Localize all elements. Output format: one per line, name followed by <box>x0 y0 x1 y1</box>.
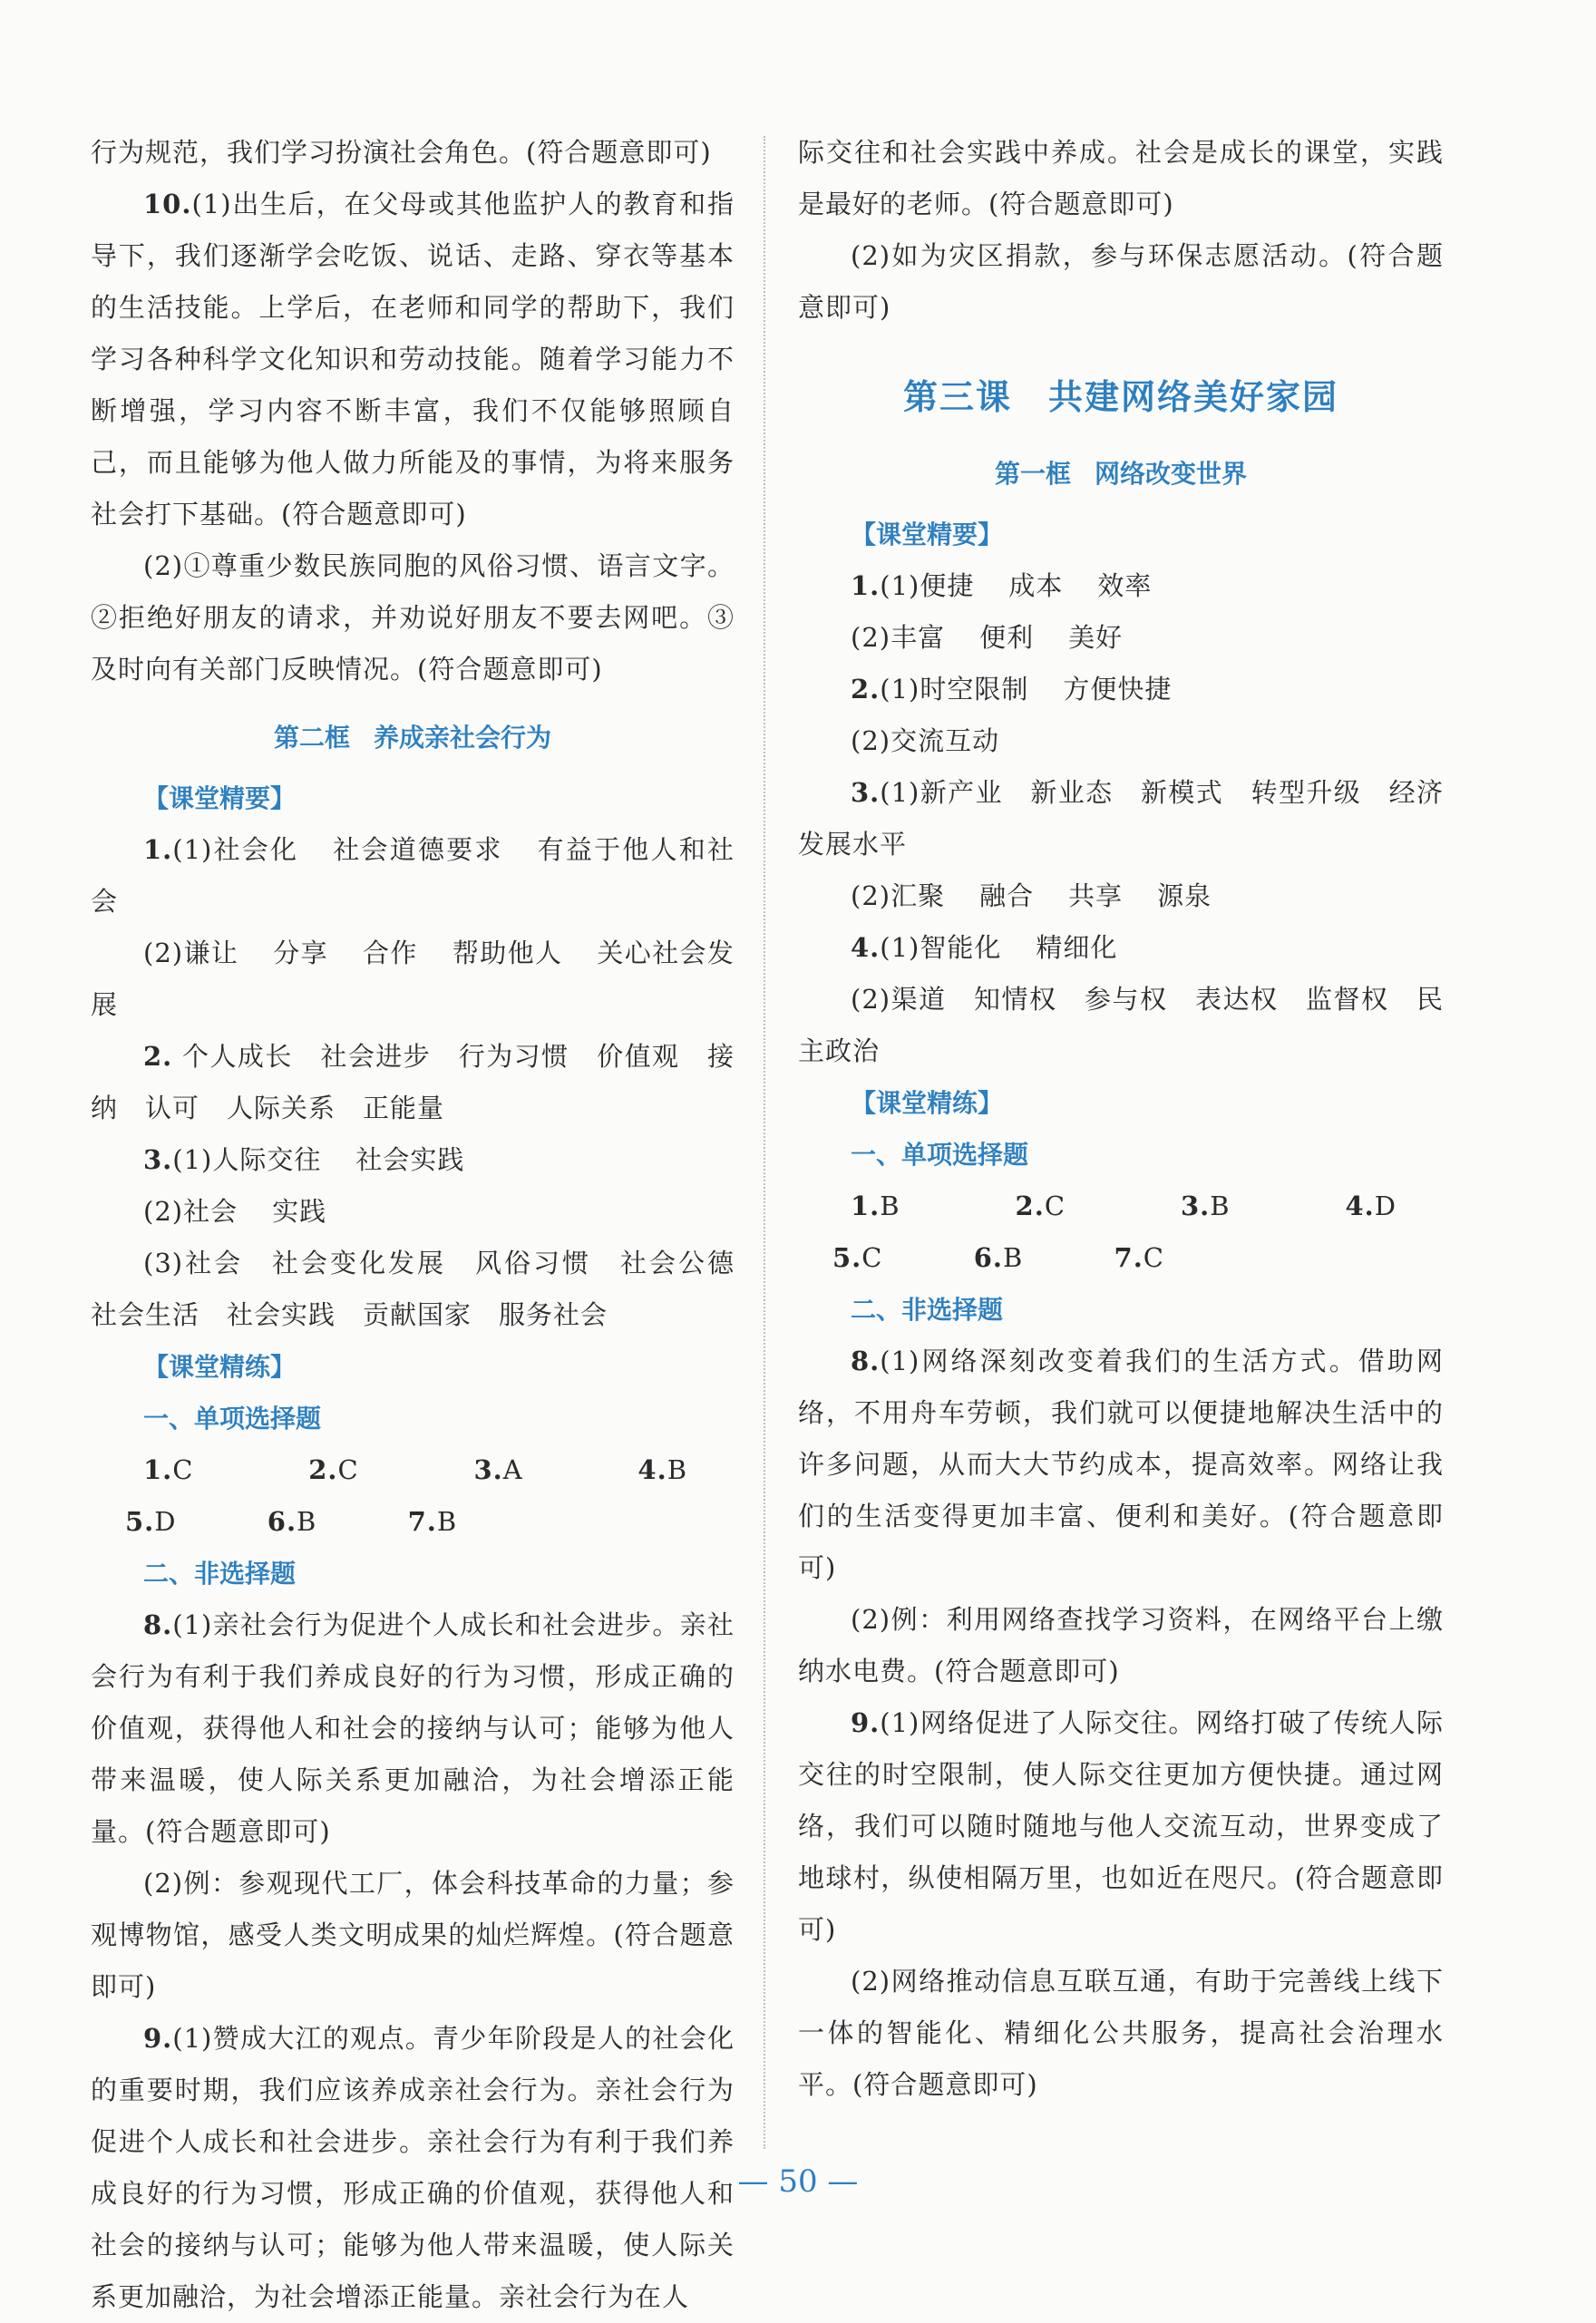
paragraph: 际交往和社会实践中养成。社会是成长的课堂，实践是最好的老师。(符合题意即可) <box>798 137 1444 219</box>
right-column <box>798 127 1444 2111</box>
practice-label: 【课堂精练】 <box>143 1352 297 1382</box>
question-10-part-2: (2)①尊重少数民族同胞的风俗习惯、语言文字。②拒绝好朋友的请求，并劝说好朋友不要去网吧。③及时向有关部门反映情况。(符合题意即可) <box>91 550 735 685</box>
key-point-1b: (2)丰富 便利 美好 <box>851 622 1124 653</box>
left-column <box>91 127 763 2323</box>
lesson-title: 第三课 共建网络美好家园 <box>902 377 1339 417</box>
non-choice-title: 二、非选择题 <box>851 1295 1004 1325</box>
answer-item: 7.B <box>407 1506 458 1537</box>
section-title: 第二框 养成亲社会行为 <box>273 723 552 753</box>
column-divider <box>764 136 765 2149</box>
page-number: — 50 — <box>737 2163 859 2200</box>
question-9-part-1: 9.(1)网络促进了人际交往。网络打破了传统人际交往的时空限制，使人际交往更加方便快捷。通过网络，我们可以随时随地与他人交流互动，世界变成了地球村，纵使相隔万里，也如近在咫尺。(符合题意即可) <box>798 1707 1444 1945</box>
answer-item: 1.B <box>851 1191 900 1221</box>
multiple-choice-answers <box>798 1181 1444 1284</box>
key-point-2a: 2.(1)时空限制 方便快捷 <box>851 674 1173 705</box>
section-title: 第一框 网络改变世界 <box>994 459 1248 489</box>
multiple-choice-title: 一、单项选择题 <box>143 1404 322 1434</box>
answer-item: 5.D <box>125 1506 177 1537</box>
multiple-choice-answers <box>91 1444 735 1548</box>
key-point-1b: (2)谦让 分享 合作 帮助他人 关心社会发展 <box>91 938 735 1020</box>
key-point-3a: 3.(1)新产业 新业态 新模式 转型升级 经济发展水平 <box>798 777 1444 860</box>
key-point-2: 2. 个人成长 社会进步 行为习惯 价值观 接纳 认可 人际关系 正能量 <box>91 1041 735 1123</box>
question-8-part-2: (2)例：参观现代工厂，体会科技革命的力量；参观博物馆，感受人类文明成果的灿烂辉煌。(符合题意即可) <box>91 1868 735 2002</box>
question-number: 10. <box>143 189 192 219</box>
answer-item: 6.B <box>267 1506 317 1537</box>
answer-item: 7.C <box>1114 1242 1164 1273</box>
answer-item: 3.A <box>473 1454 523 1485</box>
key-point-1a: 1.(1)便捷 成本 效率 <box>851 570 1153 601</box>
key-points-label: 【课堂精要】 <box>143 783 297 813</box>
answer-item: 3.B <box>1180 1191 1231 1221</box>
non-choice-title: 二、非选择题 <box>143 1559 297 1589</box>
answer-item: 1.C <box>143 1454 194 1485</box>
multiple-choice-title: 一、单项选择题 <box>851 1140 1029 1170</box>
key-point-3a: 3.(1)人际交往 社会实践 <box>143 1144 465 1175</box>
key-point-3b: (2)汇聚 融合 共享 源泉 <box>851 880 1212 911</box>
question-8-part-2: (2)例：利用网络查找学习资料，在网络平台上缴纳水电费。(符合题意即可) <box>798 1604 1444 1686</box>
answer-item: 6.B <box>973 1242 1024 1273</box>
question-8-part-1: 8.(1)亲社会行为促进个人成长和社会进步。亲社会行为有利于我们养成良好的行为习惯，形成正确的价值观，获得他人和社会的接纳与认可；能够为他人带来温暖，使人际关系更加融洽，为社会增添正能量。(符合题意即可) <box>91 1609 735 1847</box>
answer-item: 2.C <box>308 1454 359 1485</box>
key-point-4a: 4.(1)智能化 精细化 <box>851 932 1118 963</box>
key-point-2b: (2)交流互动 <box>851 725 1000 756</box>
answer-item: 5.C <box>832 1242 883 1273</box>
question-8-part-1: 8.(1)网络深刻改变着我们的生活方式。借助网络，不用舟车劳顿，我们就可以便捷地解决生活中的许多问题，从而大大节约成本，提高效率。网络让我们的生活变得更加丰富、便利和美好。(符合题意即可) <box>798 1346 1444 1583</box>
practice-label: 【课堂精练】 <box>851 1088 1004 1118</box>
key-point-3c: (3)社会 社会变化发展 风俗习惯 社会公德 社会生活 社会实践 贡献国家 服务社会 <box>91 1248 763 1330</box>
answer-item: 4.B <box>637 1454 687 1485</box>
paragraph: (2)如为灾区捐款，参与环保志愿活动。(符合题意即可) <box>798 240 1444 323</box>
answer-item: 2.C <box>1015 1191 1066 1221</box>
answer-text: (1)出生后，在父母或其他监护人的教育和指导下，我们逐渐学会吃饭、说话、走路、穿衣等基本的生活技能。上学后，在老师和同学的帮助下，我们学习各种科学文化知识和劳动技能。随着学习能力不断增强，学习内容不断丰富，我们不仅能够照顾自己，而且能够为他人做力所能及的事情，为将来服务社会打下基础。(符合题意即可) <box>91 189 735 530</box>
key-point-1a: 1.(1)社会化 社会道德要求 有益于他人和社会 <box>91 834 735 917</box>
key-points-label: 【课堂精要】 <box>851 520 1004 549</box>
question-9-part-1: 9.(1)赞成大江的观点。青少年阶段是人的社会化的重要时期，我们应该养成亲社会行为。亲社会行为促进个人成长和社会进步。亲社会行为有利于我们养成良好的行为习惯，形成正确的价值观，获得他人和社会的接纳与认可；能够为他人带来温暖，使人际关系更加融洽，为社会增添正能量。亲社会行为在人 <box>91 2023 735 2312</box>
key-point-3b: (2)社会 实践 <box>143 1196 327 1227</box>
answer-item: 4.D <box>1345 1191 1397 1221</box>
question-9-part-2: (2)网络推动信息互联互通，有助于完善线上线下一体的智能化、精细化公共服务，提高社会治理水平。(符合题意即可) <box>798 1966 1444 2100</box>
paragraph: 行为规范，我们学习扮演社会角色。(符合题意即可) <box>91 137 712 168</box>
question-10-part-1 <box>91 179 735 540</box>
key-point-4b: (2)渠道 知情权 参与权 表达权 监督权 民主政治 <box>798 984 1444 1066</box>
